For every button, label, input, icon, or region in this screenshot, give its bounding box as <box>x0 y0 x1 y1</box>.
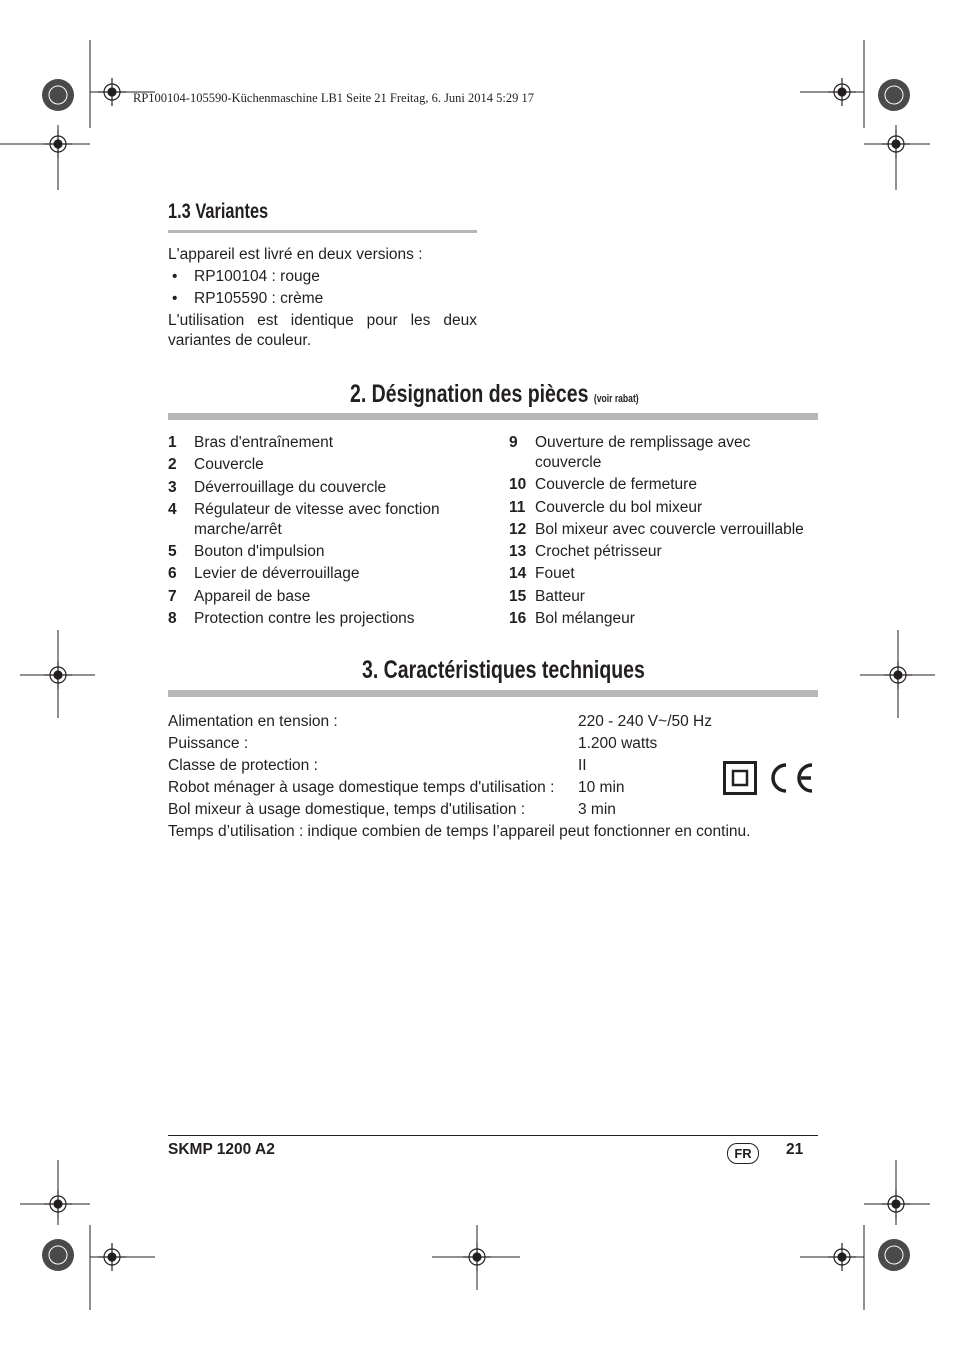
list-item: 15 Batteur <box>509 587 585 605</box>
language-badge: FR <box>727 1143 759 1164</box>
list-item: 7 Appareil de base <box>168 587 311 605</box>
table-row: Puissance : 1.200 watts <box>168 735 658 752</box>
variant-bullet: • RP105590 : crème <box>168 288 477 310</box>
section-13-title: 1.3 Variantes <box>168 200 269 223</box>
spec-note: Temps d’utilisation : indique combien de temps l’appareil peut fonctionner en continu. <box>168 823 751 840</box>
table-row: Bol mixeur à usage domestique, temps d'utilisation : 3 min <box>168 801 616 818</box>
list-item: 13 Crochet pétrisseur <box>509 543 662 561</box>
section-2-title-text: 2. Désignation des pièces <box>350 380 589 408</box>
list-item: 12 Bol mixeur avec couvercle verrouillable <box>509 520 804 538</box>
footer-model: SKMP 1200 A2 <box>168 1141 275 1158</box>
variant-bullet: • RP100104 : rouge <box>168 266 477 288</box>
section-2-note: (voir rabat) <box>593 393 639 405</box>
table-row: Alimentation en tension : 220 - 240 V~/50 Hz <box>168 713 712 730</box>
section-13-intro: L'appareil est livré en deux versions : <box>168 246 423 263</box>
list-item: 16 Bol mélangeur <box>509 610 635 628</box>
table-row: Classe de protection : II <box>168 757 587 774</box>
list-item: 9 Ouverture de remplissage avec couvercle <box>509 434 751 471</box>
list-item: 11 Couvercle du bol mixeur <box>509 498 703 516</box>
list-item: 8 Protection contre les projections <box>168 610 415 628</box>
list-item: 1 Bras d'entraînement <box>168 434 334 451</box>
page-number: 21 <box>786 1141 804 1158</box>
list-item: 5 Bouton d'impulsion <box>168 543 325 561</box>
list-item: 6 Levier de déverrouillage <box>168 565 360 583</box>
print-slug: RP100104-105590-Küchenmaschine LB1 Seite 21 Freitag, 6. Juni 2014 5:29 17 <box>133 91 535 105</box>
list-item: 3 Déverrouillage du couvercle <box>168 478 387 496</box>
section-3-title: 3. Caractéristiques techniques <box>362 656 645 684</box>
section-13-closing: L'utilisation est identique pour les deux variantes de couleur. <box>168 312 477 349</box>
list-item: 10 Couvercle de fermeture <box>509 476 697 494</box>
table-row: Robot ménager à usage domestique temps d'utilisation : 10 min <box>168 779 625 796</box>
list-item: 4 Régulateur de vitesse avec fonction marche/arrêt <box>168 500 440 538</box>
list-item: 14 Fouet <box>509 565 575 583</box>
list-item: 2 Couvercle <box>168 456 264 474</box>
